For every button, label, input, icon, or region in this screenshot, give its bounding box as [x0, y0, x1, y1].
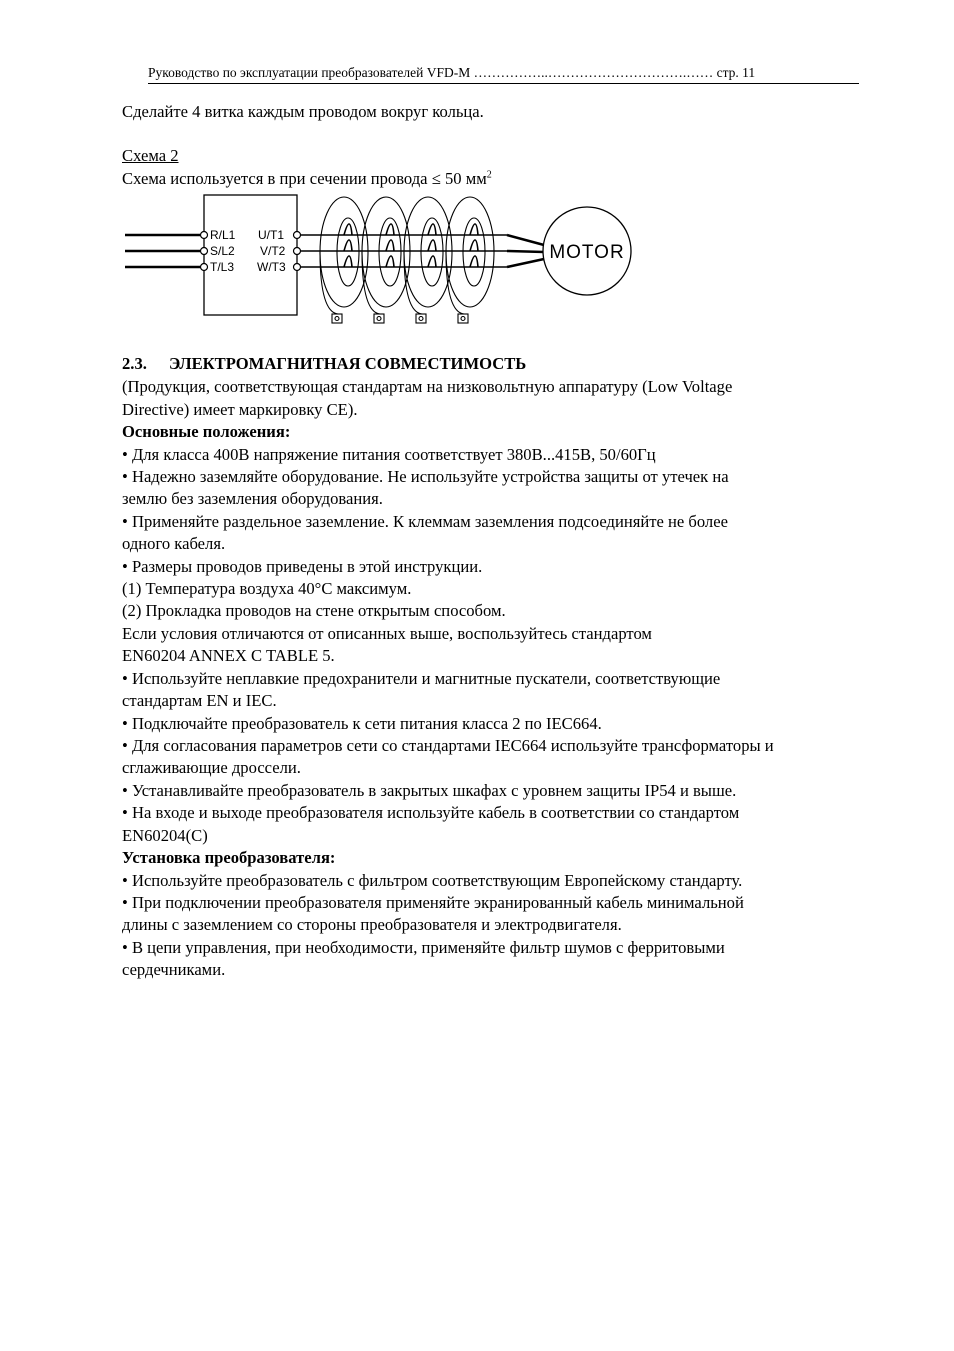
body-line: сердечниками. [122, 960, 226, 979]
subheading-installation: Установка преобразователя: [122, 848, 336, 867]
ferrite-ring-4 [446, 197, 494, 323]
body-line: • Размеры проводов приведены в этой инструкции. [122, 557, 483, 576]
scheme-title: Схема 2 [122, 146, 179, 165]
body-line: стандартам EN и IEC. [122, 691, 277, 710]
scheme-caption-text: Схема используется в при сечении провода ≤ 50 мм [122, 169, 487, 188]
section-heading [122, 353, 526, 375]
body-line: EN60204 ANNEX C TABLE 5. [122, 646, 335, 665]
output-terminals [294, 232, 301, 271]
body-line: длины с заземлением со стороны преобразователя и электродвигателя. [122, 915, 622, 934]
body-line: • Используйте неплавкие предохранители и магнитные пускатели, соответствующие [122, 669, 721, 688]
body-line: • Подключайте преобразователь к сети питания класса 2 по IEC664. [122, 714, 602, 733]
body-line: • Надежно заземляйте оборудование. Не используйте устройства защиты от утечек на [122, 467, 729, 486]
input-label-r: R/L1 [210, 228, 236, 242]
body-line: (1) Температура воздуха 40°C максимум. [122, 579, 412, 598]
ferrite-ring-3 [404, 197, 452, 323]
scheme-caption [122, 168, 492, 190]
body-line: • При подключении преобразователя применяйте экранированный кабель минимальной [122, 893, 744, 912]
subheading-basic: Основные положения: [122, 422, 291, 441]
input-label-t: T/L3 [210, 260, 235, 274]
body-line: • Применяйте раздельное заземление. К клеммам заземления подсоединяйте не более [122, 512, 728, 531]
body-line: EN60204(C) [122, 826, 208, 845]
input-terminals [201, 232, 208, 271]
section-number: 2.3. [122, 354, 147, 373]
body-line: • Устанавливайте преобразователь в закрытых шкафах с уровнем защиты IP54 и выше. [122, 781, 737, 800]
section-title: ЭЛЕКТРОМАГНИТНАЯ СОВМЕСТИМОСТЬ [169, 354, 527, 373]
output-label-v: V/T2 [260, 244, 286, 258]
scheme-caption-sup: 2 [486, 169, 492, 181]
ferrite-ring-1 [320, 197, 368, 323]
output-label-u: U/T1 [258, 228, 285, 242]
body-line: • Для класса 400В напряжение питания соответствует 380В...415В, 50/60Гц [122, 445, 656, 464]
body-line: землю без заземления оборудования. [122, 489, 383, 508]
body-line: Directive) имеет маркировку CE). [122, 400, 358, 419]
motor-leads [507, 235, 544, 267]
intro-line: Сделайте 4 витка каждым проводом вокруг кольца. [122, 102, 484, 121]
input-lines [125, 235, 200, 267]
body-line: (2) Прокладка проводов на стене открытым способом. [122, 601, 506, 620]
body-line: • Используйте преобразователь с фильтром соответствующим Европейскому стандарту. [122, 871, 743, 890]
body-line: • Для согласования параметров сети со стандартами IEC664 используйте трансформаторы и [122, 736, 774, 755]
page-header: Руководство по эксплуатации преобразователей VFD-M ……………..………………………….…… стр. 11 [148, 64, 859, 84]
input-label-s: S/L2 [210, 244, 235, 258]
body-line: одного кабеля. [122, 534, 226, 553]
output-label-w: W/T3 [257, 260, 286, 274]
body-line: • На входе и выходе преобразователя используйте кабель в соответствии со стандартом [122, 803, 740, 822]
body-line: сглаживающие дроссели. [122, 758, 301, 777]
motor-label: MOTOR [549, 242, 625, 263]
body-line: (Продукция, соответствующая стандартам на низковольтную аппаратуру (Low Voltage [122, 377, 733, 396]
body-line: Если условия отличаются от описанных выше, воспользуйтесь стандартом [122, 624, 652, 643]
body-line: • В цепи управления, при необходимости, применяйте фильтр шумов с ферритовыми [122, 938, 725, 957]
ferrite-ring-2 [362, 197, 410, 323]
wiring-diagram [122, 190, 636, 332]
